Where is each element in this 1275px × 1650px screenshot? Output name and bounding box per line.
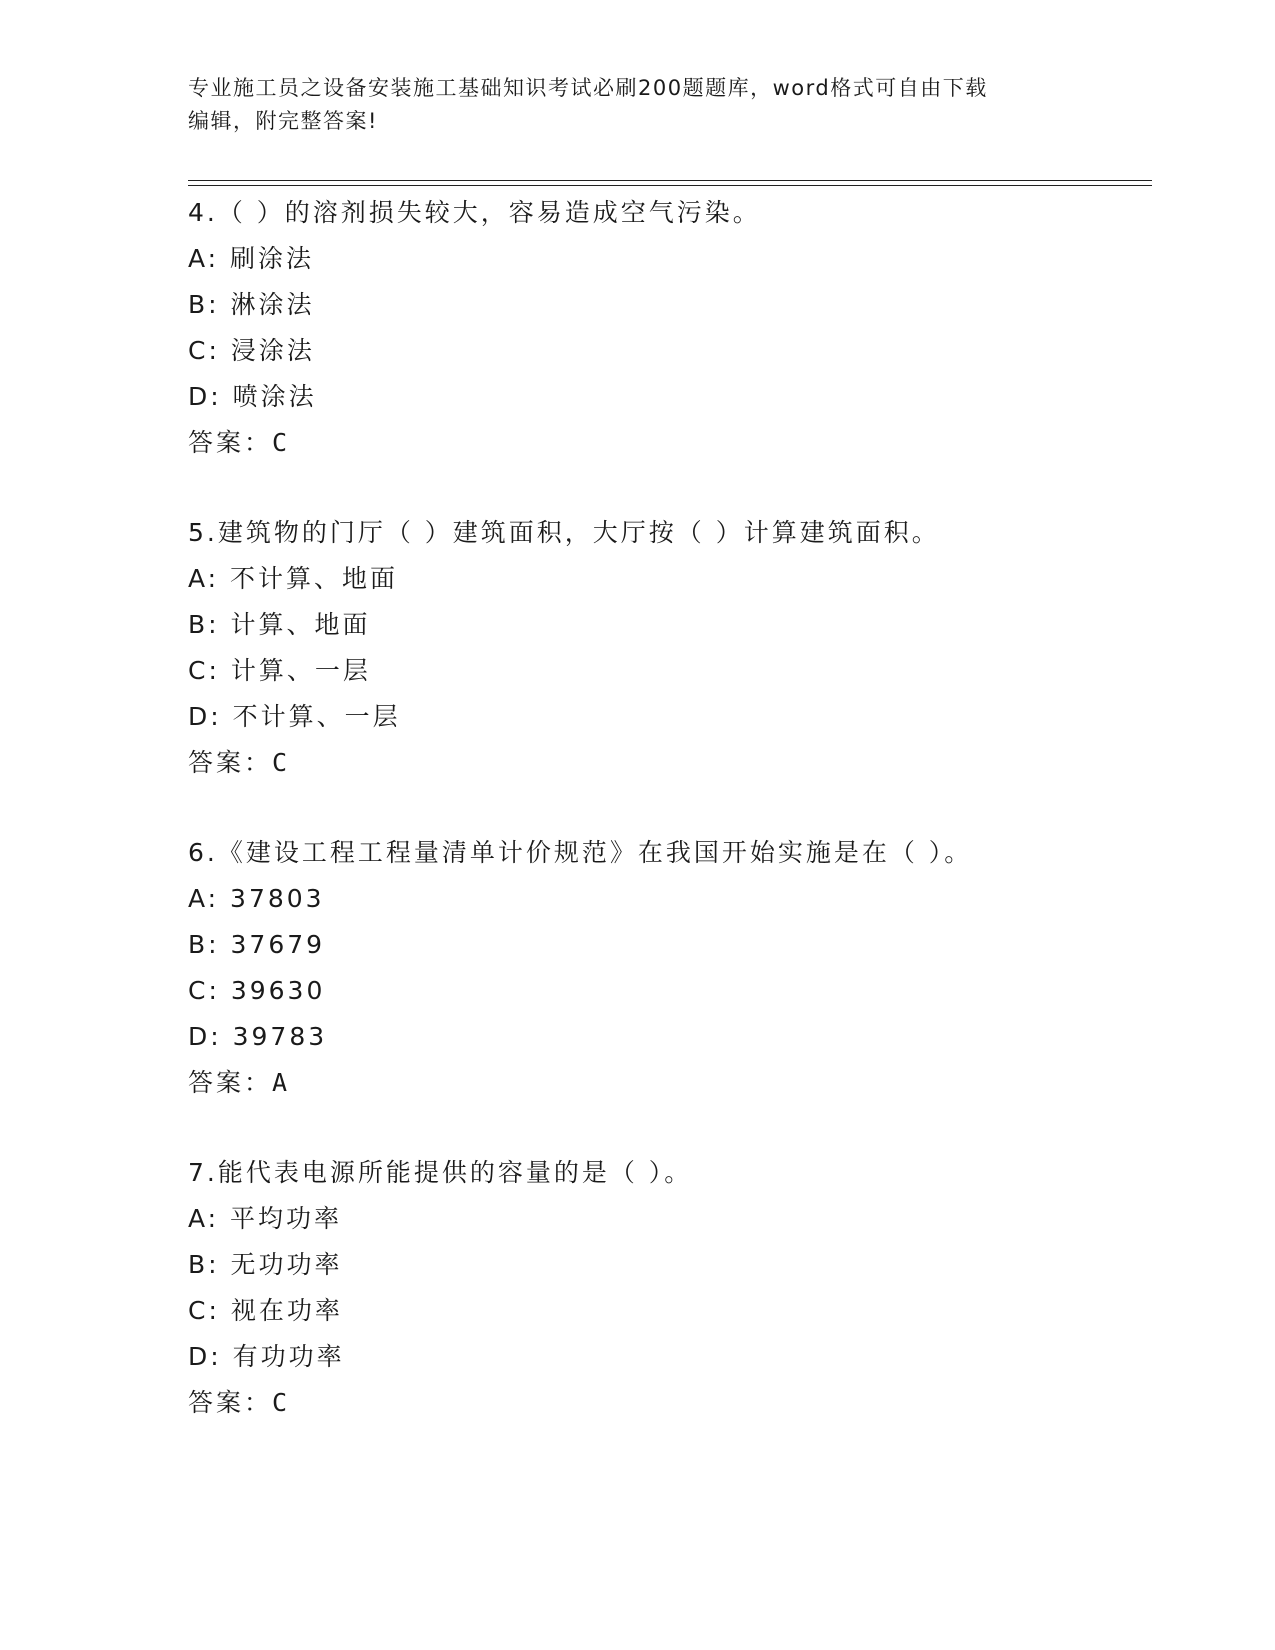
answer-label: 答案： bbox=[188, 748, 273, 777]
option-d: D: 39783 bbox=[188, 1022, 328, 1051]
header-divider-bottom bbox=[188, 185, 1152, 186]
answer-line bbox=[188, 420, 1148, 466]
answer-value: C bbox=[272, 748, 288, 777]
answer-label: 答案： bbox=[188, 428, 273, 457]
option-a: A: 刷涂法 bbox=[188, 244, 315, 273]
option-b: B: 37679 bbox=[188, 930, 326, 959]
answer-line bbox=[188, 740, 1148, 786]
question-5 bbox=[188, 510, 1148, 786]
option-a: A: 37803 bbox=[188, 884, 325, 913]
header-line-2: 编辑，附完整答案! bbox=[188, 109, 378, 133]
answer-line bbox=[188, 1060, 1148, 1106]
option-d: D: 不计算、一层 bbox=[188, 702, 401, 731]
option-c: C: 计算、一层 bbox=[188, 656, 371, 685]
option-c: C: 39630 bbox=[188, 976, 326, 1005]
question-stem: 6.《建设工程工程量清单计价规范》在我国开始实施是在（ ）。 bbox=[188, 838, 973, 867]
option-a: A: 不计算、地面 bbox=[188, 564, 399, 593]
option-d: D: 喷涂法 bbox=[188, 382, 317, 411]
document-header bbox=[188, 72, 1088, 138]
answer-value: C bbox=[272, 428, 288, 457]
option-b: B: 无功功率 bbox=[188, 1250, 343, 1279]
option-d: D: 有功功率 bbox=[188, 1342, 345, 1371]
answer-label: 答案： bbox=[188, 1068, 273, 1097]
option-a: A: 平均功率 bbox=[188, 1204, 343, 1233]
answer-label: 答案： bbox=[188, 1388, 273, 1417]
question-4 bbox=[188, 190, 1148, 466]
option-b: B: 计算、地面 bbox=[188, 610, 371, 639]
answer-line bbox=[188, 1380, 1148, 1426]
option-b: B: 淋涂法 bbox=[188, 290, 315, 319]
question-stem: 5.建筑物的门厅（ ）建筑面积，大厅按（ ）计算建筑面积。 bbox=[188, 518, 940, 547]
answer-value: A bbox=[272, 1068, 288, 1097]
question-7 bbox=[188, 1150, 1148, 1426]
question-stem: 4.（ ）的溶剂损失较大，容易造成空气污染。 bbox=[188, 198, 761, 227]
option-c: C: 视在功率 bbox=[188, 1296, 343, 1325]
option-c: C: 浸涂法 bbox=[188, 336, 315, 365]
header-line-1: 专业施工员之设备安装施工基础知识考试必刷200题题库，word格式可自由下载 bbox=[188, 76, 988, 100]
answer-value: C bbox=[272, 1388, 288, 1417]
header-divider-top bbox=[188, 180, 1152, 181]
question-6 bbox=[188, 830, 1148, 1106]
question-stem: 7.能代表电源所能提供的容量的是（ ）。 bbox=[188, 1158, 693, 1187]
